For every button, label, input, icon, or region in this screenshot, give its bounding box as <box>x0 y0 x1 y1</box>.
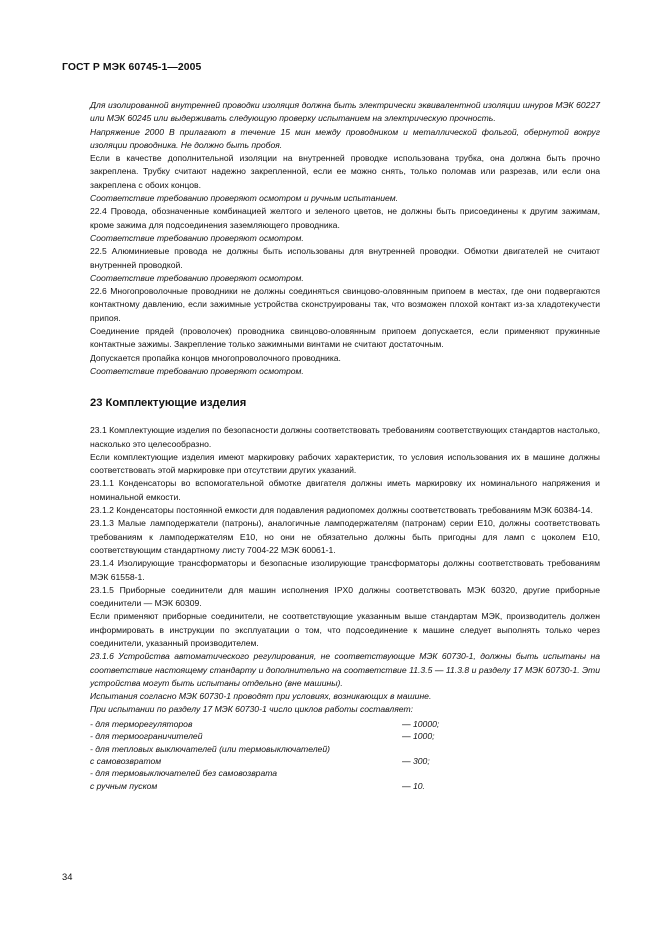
cycles-item-label: - для тепловых выключателей (или термовыключателей) <box>90 743 330 754</box>
cycles-item-value <box>402 767 600 779</box>
cycles-list-item <box>90 718 600 730</box>
paragraph-p2: Напряжение 2000 В прилагают в течение 15 мин между проводником и металлической фольгой, обернутой вокруг изоляции проводника. Не должно быть пробоя. <box>90 126 600 150</box>
paragraph-q5: 23.1.3 Малые ламподержатели (патроны), аналогичные ламподержателям (патронам) серии Е10, должны соответствовать требованиям к ламподержателям Е10, но они не обязательно должны быть пригодны для ламп с цоколем Е10, соответствующим стандартному листу 7004-22 МЭК 60061-1. <box>90 518 600 555</box>
cycles-item-label: с ручным пуском <box>90 780 158 791</box>
paragraph-q11: При испытании по разделу 17 МЭК 60730-1 число циклов работы составляет: <box>90 704 414 715</box>
cycles-item-label: с самовозвратом <box>90 755 162 766</box>
section-23-body <box>90 424 600 717</box>
paragraph-q8: Если применяют приборные соединители, не соответствующие указанным выше стандартам МЭК, производитель должен информировать в инструкции по эксплуатации о том, что подсоединение к машине следует выполнять только через соединители, указанный производителем. <box>90 611 600 648</box>
paragraph-p9: 22.6 Многопроволочные проводники не должны соединяться свинцово-оловянным припоем в местах, где они подвергаются контактному давлению, если зажимные устройства сконструированы так, что возможен плохой контакт из-за хладотекучести припоя. <box>90 286 600 323</box>
page-number: 34 <box>62 871 73 882</box>
paragraph-p1: Для изолированной внутренней проводки изоляция должна быть электрически эквивалентной изоляции шнуров МЭК 60227 или МЭК 60245 или выдерживать следующую проверку испытанием на электрическую прочность. <box>90 100 600 124</box>
cycles-list-item <box>90 767 600 779</box>
cycles-item-label: - для термоограничителей <box>90 731 203 742</box>
cycles-list-item <box>90 780 600 792</box>
cycles-item-label: - для термовыключателей без самовозврата <box>90 768 278 779</box>
paragraph-q4: 23.1.2 Конденсаторы постоянной емкости для подавления радиопомех должны соответствовать требованиям МЭК 60384-14. <box>90 505 593 516</box>
document-header: ГОСТ Р МЭК 60745-1—2005 <box>62 62 202 73</box>
cycles-list-item <box>90 755 600 767</box>
section-title: 23 Комплектующие изделия <box>90 397 247 410</box>
paragraph-p11: Допускается пропайка концов многопроволочного проводника. <box>90 352 341 363</box>
cycles-item-value: — 10. <box>402 780 425 791</box>
paragraph-p8: Соответствие требованию проверяют осмотром. <box>90 272 304 283</box>
paragraph-q6: 23.1.4 Изолирующие трансформаторы и безопасные изолирующие трансформаторы должны соответствовать требованиям МЭК 61558-1. <box>90 558 600 582</box>
paragraph-q9: 23.1.6 Устройства автоматического регулирования, не соответствующие МЭК 60730-1, должны быть испытаны на соответствие настоящему стандарту и дополнительно на соответствие 11.3.5 — 11.3.8 и разделу 17 МЭК 60730-1. Эти устройства могут быть испытаны отдельно (вне машины). <box>90 651 600 688</box>
cycles-item-value: — 10000; <box>402 718 440 729</box>
cycles-list <box>90 718 600 792</box>
paragraph-q7: 23.1.5 Приборные соединители для машин исполнения IPX0 должны соответствовать МЭК 60320, другие приборные соединители — МЭК 60309. <box>90 584 600 609</box>
paragraph-p12: Соответствие требованию проверяют осмотром. <box>90 365 304 376</box>
paragraph-q2: Если комплектующие изделия имеют маркировку рабочих характеристик, то условия использования их в машине должны соответствовать этой маркировке при отсутствии других указаний. <box>90 451 600 476</box>
paragraph-q3: 23.1.1 Конденсаторы во вспомогательной обмотке двигателя должны иметь маркировку их номинального напряжения и номинальной емкости. <box>90 478 600 502</box>
paragraph-p10: Соединение прядей (проволочек) проводника свинцово-оловянным припоем допускается, если применяют пружинные контактные зажимы. Закрепление только зажимными винтами не считают достаточным. <box>90 326 600 350</box>
page-body <box>90 99 600 792</box>
paragraph-p4: Соответствие требованию проверяют осмотром и ручным испытанием. <box>90 193 398 204</box>
cycles-item-value: — 1000; <box>402 731 435 742</box>
paragraph-p3: Если в качестве дополнительной изоляции на внутренней проводке использована трубка, она должна быть прочно закреплена. Трубку считают надежно закрепленной, если ее можно снять, только поломав или разрезав, или если она закреплена с обоих концов. <box>90 153 600 190</box>
cycles-item-label: - для терморегуляторов <box>90 718 193 729</box>
paragraph-q10: Испытания согласно МЭК 60730-1 проводят при условиях, возникающих в машине. <box>90 691 432 702</box>
clause-22-continuation <box>90 99 600 378</box>
paragraph-p7: 22.5 Алюминиевые провода не должны быть использованы для внутренней проводки. Обмотки двигателей не считают внутренней проводкой. <box>90 246 600 270</box>
cycles-item-value: — 300; <box>402 755 430 766</box>
paragraph-q1: 23.1 Комплектующие изделия по безопасности должны соответствовать требованиям соответствующих стандартов настолько, насколько это целесообразно. <box>90 425 600 449</box>
cycles-list-item <box>90 743 600 755</box>
paragraph-p5: 22.4 Провода, обозначенные комбинацией желтого и зеленого цветов, не должны быть присоединены к другим зажимам, кроме зажима для подсоединения заземляющего проводника. <box>90 206 600 230</box>
cycles-item-value <box>402 743 600 755</box>
paragraph-p6: Соответствие требованию проверяют осмотром. <box>90 232 304 243</box>
cycles-list-item <box>90 730 600 742</box>
